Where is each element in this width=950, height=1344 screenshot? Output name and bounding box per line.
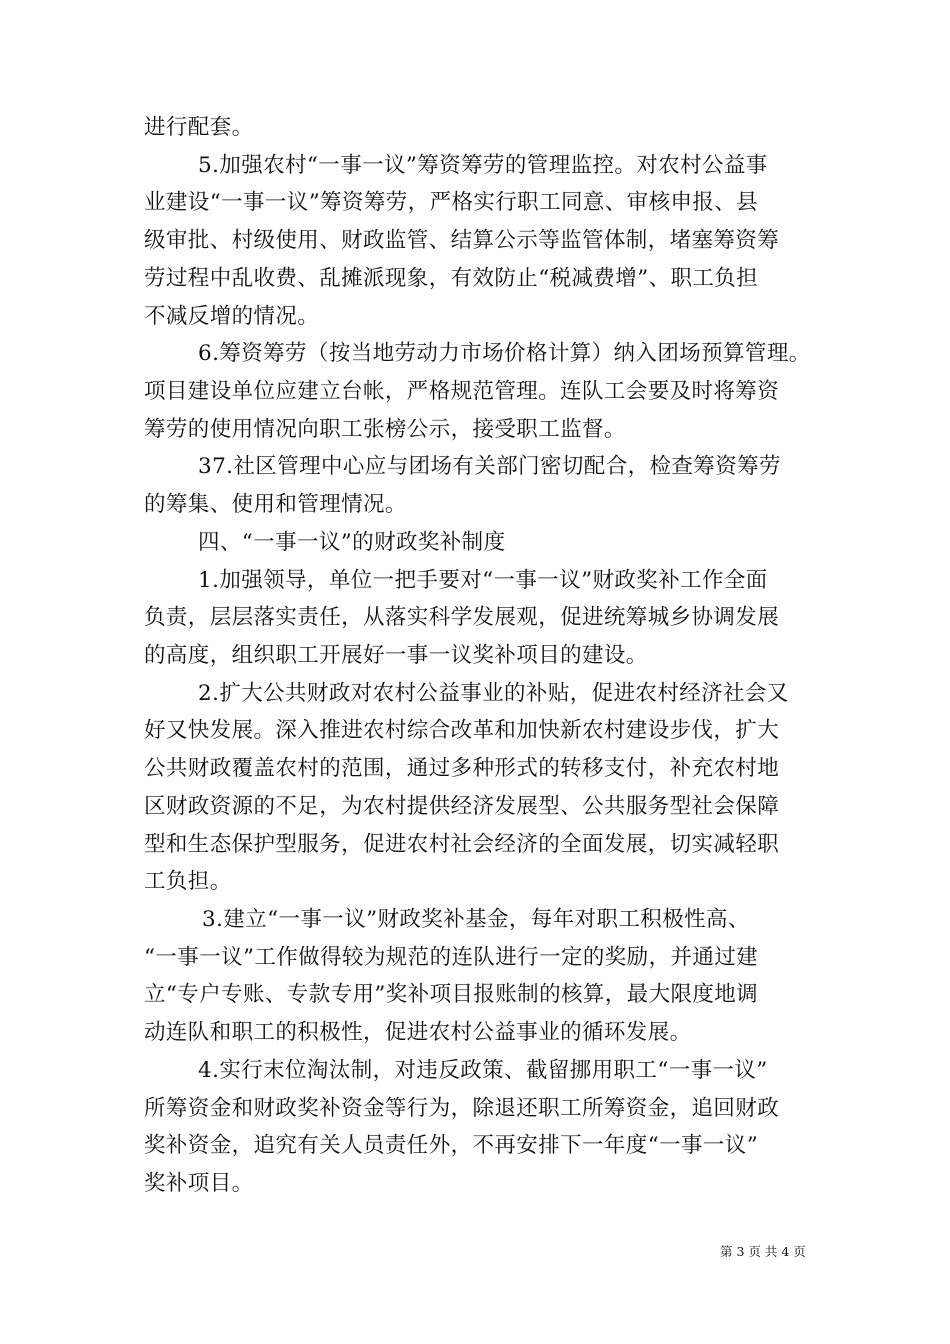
body-line: 好又快发展。深入推进农村综合改革和加快新农村建设步伐，扩大: [144, 718, 780, 744]
body-line: 业建设“一事一议”筹资筹劳，严格实行职工同意、审核申报、县: [144, 190, 759, 216]
page-number-footer: 第 3 页 共 4 页: [720, 1244, 806, 1259]
body-line: 的筹集、使用和管理情况。: [144, 492, 407, 518]
body-line: 公共财政覆盖农村的范围，通过多种形式的转移支付，补充农村地: [144, 756, 780, 782]
body-line: 劳过程中乱收费、乱摊派现象，有效防止“税减费增”、职工负担: [144, 265, 759, 291]
body-line: 项目建设单位应建立台帐，严格规范管理。连队工会要及时将筹资: [144, 379, 780, 404]
body-line: 37.社区管理中心应与团场有关部门密切配合，检查筹资筹劳: [198, 454, 781, 480]
body-line: 5.加强农村“一事一议”筹资筹劳的管理监控。对农村公益事: [198, 152, 768, 178]
body-line: 所筹资金和财政奖补资金等行为，除退还职工所筹资金，追回财政: [144, 1095, 780, 1121]
body-line: “一事一议”工作做得较为规范的连队进行一定的奖励，并通过建: [144, 944, 759, 970]
section-heading: 四、“一事一议”的财政奖补制度: [198, 529, 506, 555]
body-line: 工负担。: [144, 869, 232, 895]
body-line: 3.建立“一事一议”财政奖补基金，每年对职工积极性高、: [202, 907, 750, 932]
body-line: 型和生态保护型服务，促进农村社会经济的全面发展，切实减轻职: [144, 831, 780, 857]
body-line: 6.筹资筹劳（按当地劳动力市场价格计算）纳入团场预算管理。: [198, 341, 811, 367]
body-line: 的高度，组织职工开展好一事一议奖补项目的建设。: [144, 643, 648, 668]
body-line: 立“专户专账、专款专用”奖补项目报账制的核算，最大限度地调: [144, 982, 759, 1008]
body-line: 奖补项目。: [144, 1171, 254, 1196]
body-line: 进行配套。: [144, 115, 254, 140]
body-line: 负责，层层落实责任，从落实科学发展观，促进统筹城乡协调发展: [144, 605, 780, 631]
body-line: 4.实行末位淘汰制，对违反政策、截留挪用职工“一事一议”: [198, 1057, 768, 1083]
body-line: 动连队和职工的积极性，促进农村公益事业的循环发展。: [144, 1020, 692, 1046]
body-line: 区财政资源的不足，为农村提供经济发展型、公共服务型社会保障: [144, 793, 780, 819]
body-line: 奖补资金，追究有关人员责任外，不再安排下一年度“一事一议”: [144, 1133, 759, 1159]
body-line: 筹劳的使用情况向职工张榜公示，接受职工监督。: [144, 416, 626, 442]
body-line: 级审批、村级使用、财政监管、结算公示等监管体制，堵塞筹资筹: [144, 228, 780, 254]
body-line: 1.加强领导，单位一把手要对“一事一议”财政奖补工作全面: [198, 567, 768, 593]
body-line: 不减反增的情况。: [144, 303, 320, 329]
body-line: 2.扩大公共财政对农村公益事业的补贴，促进农村经济社会又: [198, 680, 789, 706]
